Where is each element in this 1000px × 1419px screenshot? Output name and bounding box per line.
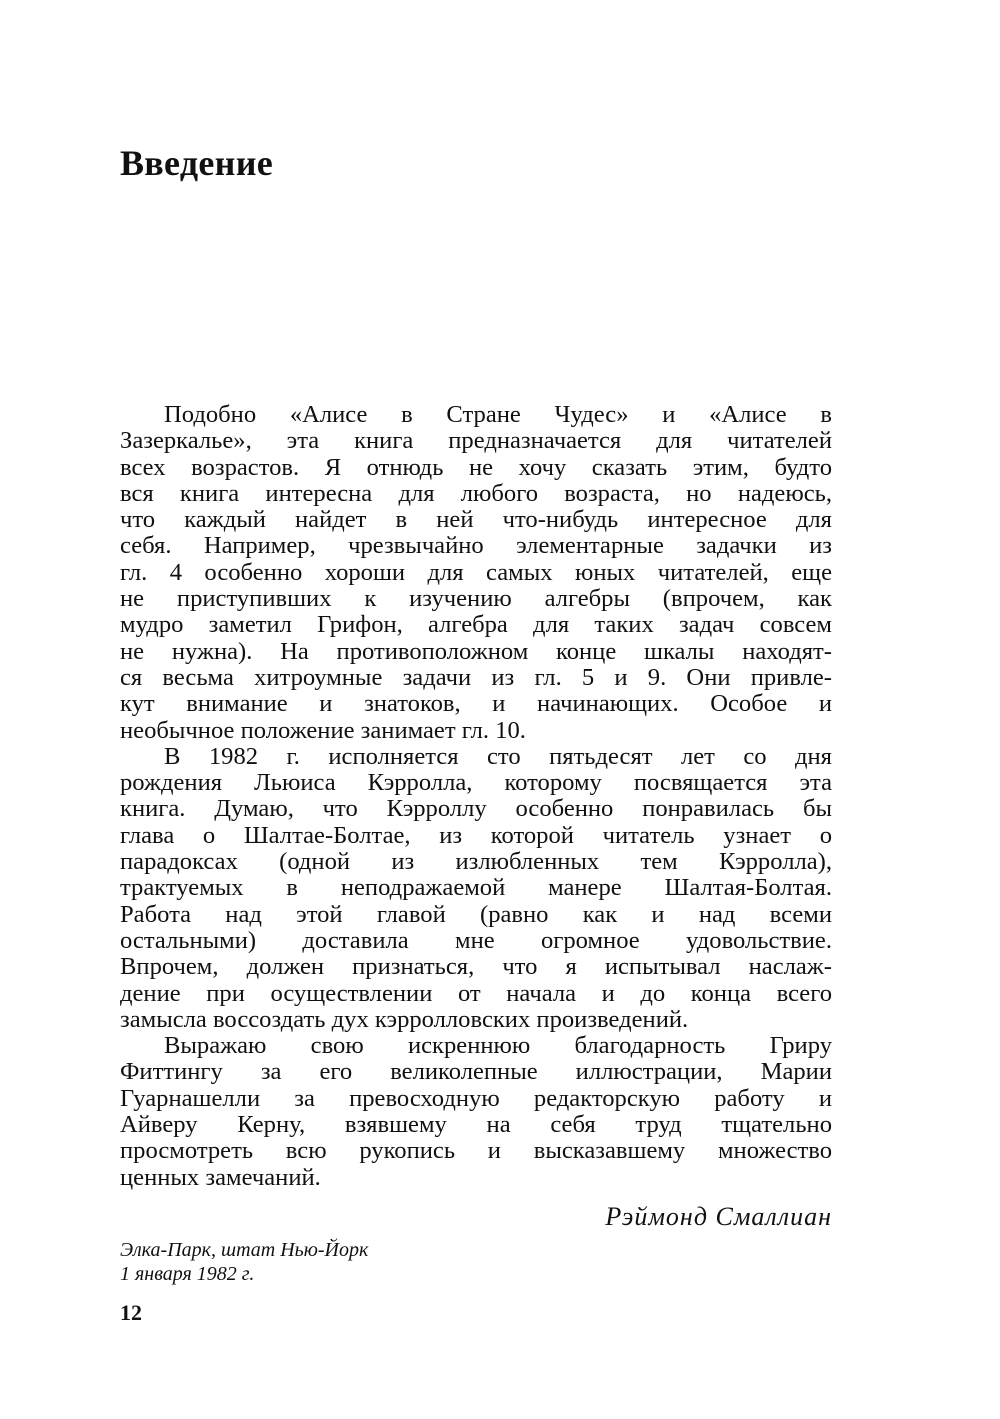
text-line: Фиттингу за его великолепные иллюстрации, Марии [120, 1058, 832, 1086]
paragraph-3 [120, 1033, 832, 1191]
text-line: необычное положение занимает гл. 10. [120, 716, 526, 744]
place-line: Элка-Парк, штат Нью-Йорк [120, 1239, 369, 1261]
text-line: ся весьма хитроумные задачи из гл. 5 и 9. Они привле- [120, 663, 832, 691]
text-line: Айверу Керну, взявшему на себя труд тщательно [120, 1111, 832, 1139]
text-line: не приступивших к изучению алгебры (впрочем, как [120, 585, 832, 613]
text-line: остальными) доставила мне огромное удовольствие. [120, 926, 832, 954]
text-line: замысла воссоздать дух кэрролловских произведений. [120, 1005, 689, 1033]
page-number: 12 [120, 1300, 142, 1325]
text-line: мудро заметил Грифон, алгебра для таких задач совсем [120, 611, 832, 639]
text-line: рождения Льюиса Кэрролла, которому посвящается эта [120, 769, 832, 797]
text-line: что каждый найдет в ней что-нибудь интересное для [120, 506, 832, 534]
text-line: В 1982 г. исполняется сто пятьдесят лет со дня [164, 742, 832, 770]
text-line: гл. 4 особенно хороши для самых юных читателей, еще [120, 558, 832, 586]
place-and-date [120, 1238, 368, 1286]
text-line: просмотреть всю рукопись и высказавшему множество [120, 1137, 832, 1165]
text-line: книга. Думаю, что Кэрроллу особенно понравилась бы [120, 795, 832, 823]
text-line: Выражаю свою искреннюю благодарность Гриру [164, 1032, 832, 1060]
text-line: Работа над этой главой (равно как и над всеми [120, 900, 832, 928]
text-line: ценных замечаний. [120, 1163, 321, 1191]
text-line: всех возрастов. Я отнюдь не хочу сказать этим, будто [120, 453, 832, 481]
text-line: дение при осуществлении от начала и до конца всего [120, 979, 832, 1007]
body-text [120, 402, 832, 1191]
page-heading: Введение [120, 143, 274, 183]
paragraph-2 [120, 744, 832, 1033]
text-line: парадоксах (одной из излюбленных тем Кэрролла), [120, 848, 832, 876]
text-line: кут внимание и знатоков, и начинающих. Особое и [120, 690, 832, 718]
date-line: 1 января 1982 г. [120, 1263, 255, 1285]
text-line: глава о Шалтае-Болтае, из которой читатель узнает о [120, 821, 832, 849]
text-line: вся книга интересна для любого возраста, но надеюсь, [120, 479, 832, 507]
text-line: Зазеркалье», эта книга предназначается для читателей [120, 427, 832, 455]
text-line: Подобно «Алисе в Стране Чудес» и «Алисе в [164, 401, 832, 428]
text-line: не нужна). На противоположном конце шкалы находят- [120, 637, 832, 665]
paragraph-1 [120, 402, 832, 744]
author-signature: Рэймонд Смаллиан [605, 1202, 832, 1231]
text-line: Впрочем, должен признаться, что я испытывал наслаж- [120, 953, 832, 981]
text-line: трактуемых в неподражаемой манере Шалтая-Болтая. [120, 874, 832, 902]
text-line: себя. Например, чрезвычайно элементарные задачки из [120, 532, 832, 560]
text-line: Гуарнашелли за превосходную редакторскую работу и [120, 1084, 832, 1112]
